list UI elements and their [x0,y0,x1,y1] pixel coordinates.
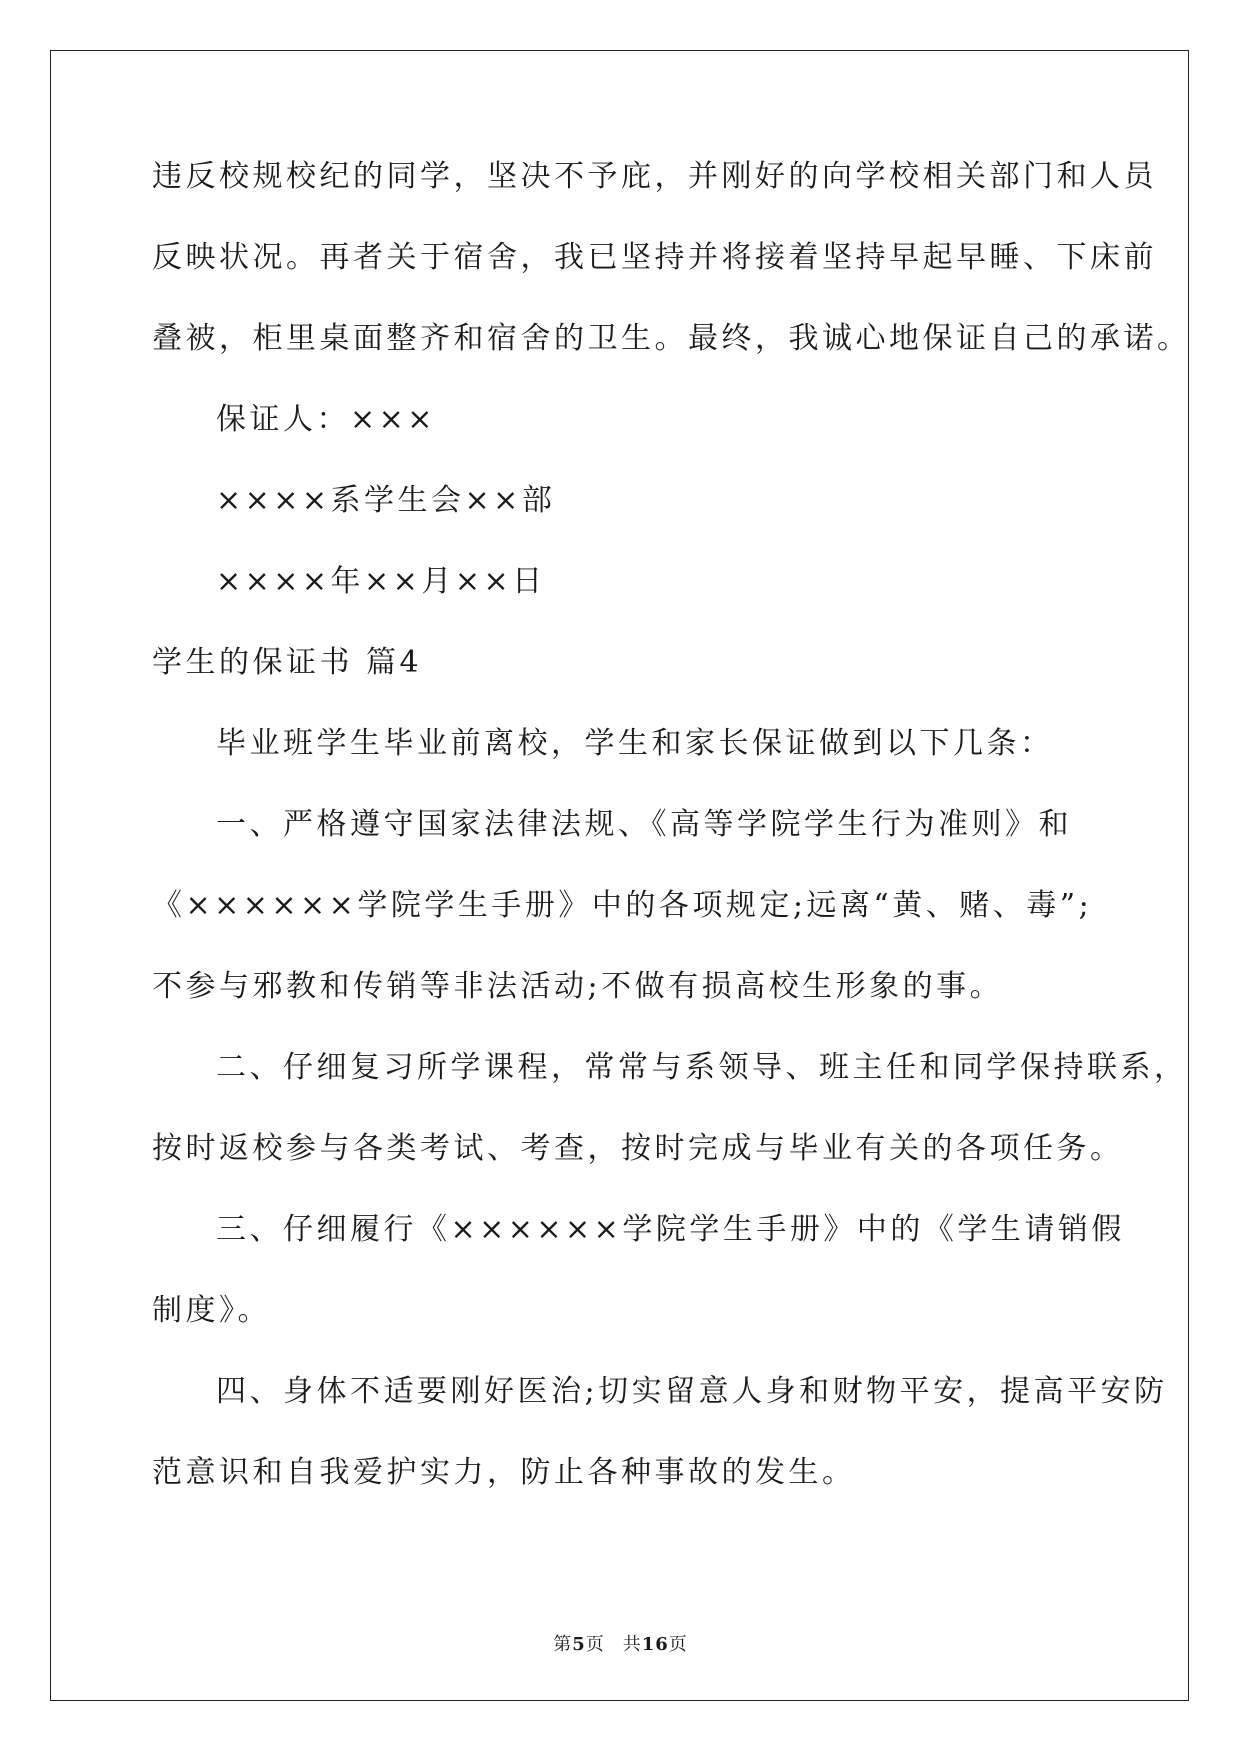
text-line-13: 按时返校参与各类考试、考查，按时完成与毕业有关的各项任务。 [152,1131,1124,1166]
text-line-10: 《××××××学院学生手册》中的各项规定;远离“黄、赌、毒”; [152,888,1093,923]
total-suffix: 页 [668,1634,688,1655]
text-line-8: 毕业班学生毕业前离校，学生和家长保证做到以下几条： [216,726,1054,761]
text-line-2: 反映状况。再者关于宿舍，我已坚持并将接着坚持早起早睡、下床前 [152,240,1157,275]
text-line-11: 不参与邪教和传销等非法活动;不做有损高校生形象的事。 [152,969,1004,1004]
text-line-3: 叠被，柜里桌面整齐和宿舍的卫生。最终，我诚心地保证自己的承诺。 [152,321,1191,356]
document-body [152,157,1191,1534]
page-suffix: 页 [585,1634,605,1655]
total-prefix: 共 [622,1634,642,1655]
text-line-16: 四、身体不适要刚好医治;切实留意人身和财物平安，提高平安防 [216,1374,1168,1409]
text-line-9: 一、严格遵守国家法律法规、《高等学院学生行为准则》和 [216,807,1072,842]
text-line-17: 范意识和自我爱护实力，防止各种事故的发生。 [152,1455,856,1490]
page-prefix: 第 [553,1634,573,1655]
text-line-15: 制度》。 [152,1293,271,1328]
date-line: ××××年××月××日 [216,564,546,599]
page-number: 5 [572,1634,586,1655]
text-line-1: 违反校规校纪的同学，坚决不予庇，并刚好的向学校相关部门和人员 [152,159,1157,194]
department-line: ××××系学生会××部 [216,483,556,518]
page-footer [0,1630,1241,1656]
total-pages: 16 [641,1634,669,1655]
text-line-14: 三、仔细履行《××××××学院学生手册》中的《学生请销假 [216,1212,1125,1247]
text-line-12: 二、仔细复习所学课程，常常与系领导、班主任和同学保持联系， [216,1050,1188,1085]
guarantor-line: 保证人：××× [216,402,436,437]
section-heading: 学生的保证书 篇4 [152,645,423,680]
